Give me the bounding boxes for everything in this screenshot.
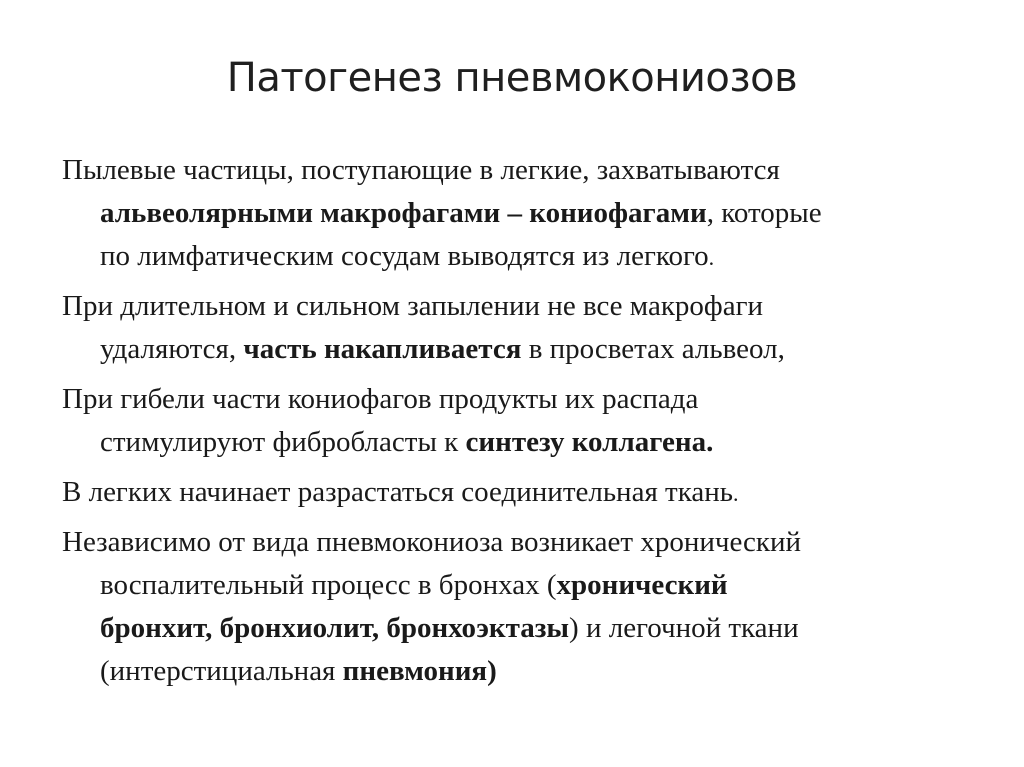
paragraph-prolonged-dust	[62, 285, 982, 371]
text-run: При гибели части кониофагов продукты их распада	[62, 383, 699, 415]
text-line	[62, 378, 982, 421]
text-line	[62, 328, 982, 371]
text-run: Независимо от вида пневмокониоза возникает хронический	[62, 526, 802, 558]
text-run: , которые	[706, 197, 822, 229]
text-line	[62, 471, 982, 514]
text-run: стимулируют фибробласты к	[100, 426, 466, 458]
paragraph-dust-particles	[62, 149, 982, 278]
text-run: .	[708, 245, 715, 270]
text-line	[62, 192, 982, 235]
text-line	[62, 149, 982, 192]
slide-body	[62, 149, 982, 693]
bold-run-collagen: синтезу коллагена.	[465, 426, 714, 458]
text-line	[62, 521, 982, 564]
text-line	[62, 564, 982, 607]
paragraph-chronic-inflammation	[62, 521, 982, 693]
text-run: ) и легочной ткани	[569, 612, 799, 644]
slide-title: Патогенез пневмокониозов	[226, 55, 798, 101]
text-run: удаляются,	[100, 333, 244, 365]
text-line	[62, 607, 982, 650]
text-run: При длительном и сильном запылении не все макрофаги	[62, 290, 763, 322]
text-run: в просветах альвеол,	[521, 333, 785, 365]
text-line	[62, 285, 982, 328]
bold-run-chronic: хронический	[556, 569, 728, 601]
text-run: (интерстициальная	[100, 655, 343, 687]
text-run: В легких начинает разрастаться соединительная ткань	[62, 476, 733, 508]
text-line	[62, 650, 982, 693]
paragraph-coniophage-death	[62, 378, 982, 464]
text-run: Пылевые частицы, поступающие в легкие, захватываются	[62, 154, 780, 186]
text-run: .	[732, 481, 739, 506]
bold-run-pneumonia: пневмония)	[342, 655, 497, 687]
bold-run-accumulates: часть накапливается	[243, 333, 522, 365]
text-line	[62, 235, 982, 278]
paragraph-connective-tissue	[62, 471, 982, 514]
text-run: по лимфатическим сосудам выводятся из легкого	[100, 240, 709, 272]
text-run: воспалительный процесс в бронхах (	[100, 569, 557, 601]
bold-run-bronchitis: бронхит, бронхиолит, бронхоэктазы	[100, 612, 570, 644]
text-line	[62, 421, 982, 464]
bold-run-macrophages: альвеолярными макрофагами – кониофагами	[100, 197, 707, 229]
